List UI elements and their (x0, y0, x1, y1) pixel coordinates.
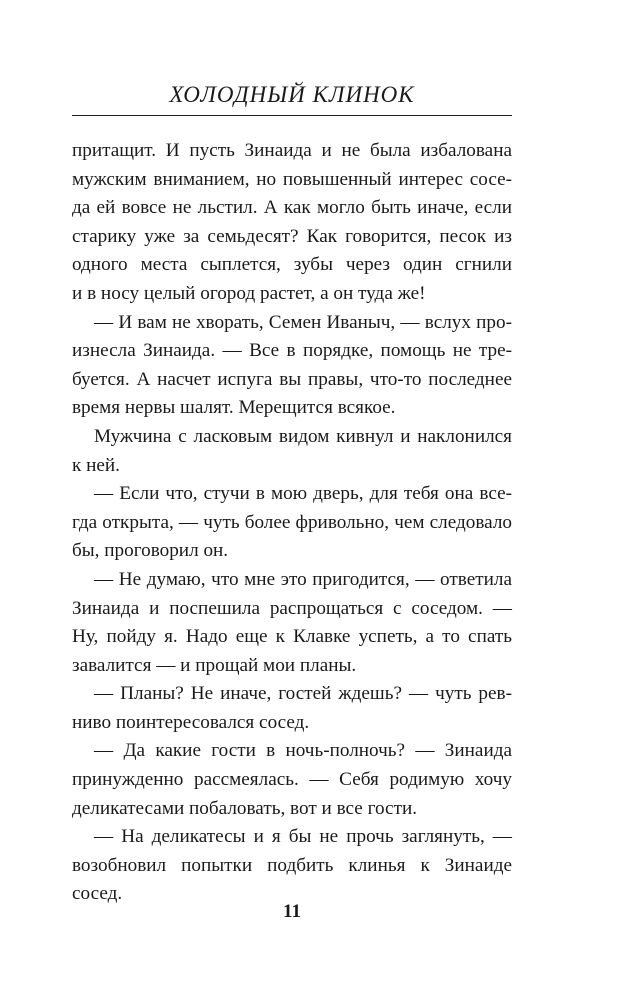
header-divider (72, 115, 512, 116)
text-line: притащит. И пусть Зинаида и не была избалована (72, 140, 512, 161)
text-line: сосед. (72, 883, 123, 905)
text-line: мужским вниманием, но повышенный интерес сосе- (72, 168, 512, 190)
page-number: 11 (283, 901, 301, 922)
text-line: буется. А насчет испуга вы правы, что-то последнее (72, 368, 512, 390)
text-line: принужденно рассмеялась. — Себя родимую хочу (72, 769, 512, 791)
text-line: старику уже за семьдесят? Как говорится, песок из (72, 225, 512, 247)
text-line: — И вам не хворать, Семен Иваныч, — вслух про- (94, 311, 512, 333)
running-header-title: ХОЛОДНЫЙ КЛИНОК (169, 82, 415, 107)
body-text (72, 137, 512, 909)
text-line: Мужчина с ласковым видом кивнул и наклонился (94, 425, 512, 447)
text-line: гда открыта, — чуть более фривольно, чем следовало (72, 511, 512, 533)
text-line: изнесла Зинаида. — Все в порядке, помощь не тре- (72, 340, 512, 362)
text-line: возобновил попытки подбить клинья к Зинаиде (72, 854, 512, 876)
text-line: да ей вовсе не льстил. А как могло быть иначе, если (72, 197, 512, 219)
text-line: завалится — и прощай мои планы. (72, 654, 357, 676)
text-line: — Да какие гости в ночь-полночь? — Зинаида (94, 740, 512, 762)
text-line: и в носу целый огород растет, а он туда же! (72, 282, 426, 304)
text-line: Ну, пойду я. Надо еще к Клавке успеть, а то спать (72, 626, 512, 648)
text-line: деликатесами побаловать, вот и все гости. (72, 797, 418, 819)
text-line: к ней. (72, 454, 120, 476)
text-line: одного места сыплется, зубы через один сгнили (72, 254, 512, 276)
text-line: — На деликатесы и я бы не прочь заглянуть, — (94, 826, 512, 848)
text-line: Зинаида и поспешила распрощаться с соседом. — (72, 597, 512, 619)
text-line: — Если что, стучи в мою дверь, для тебя она все- (94, 483, 512, 505)
text-line: бы, проговорил он. (72, 540, 229, 562)
text-line: время нервы шалят. Мерещится всякое. (72, 397, 396, 419)
text-line: — Планы? Не иначе, гостей ждешь? — чуть рев- (94, 683, 512, 705)
text-line: ниво поинтересовался сосед. (72, 711, 310, 733)
text-line: — Не думаю, что мне это пригодится, — ответила (94, 568, 512, 590)
